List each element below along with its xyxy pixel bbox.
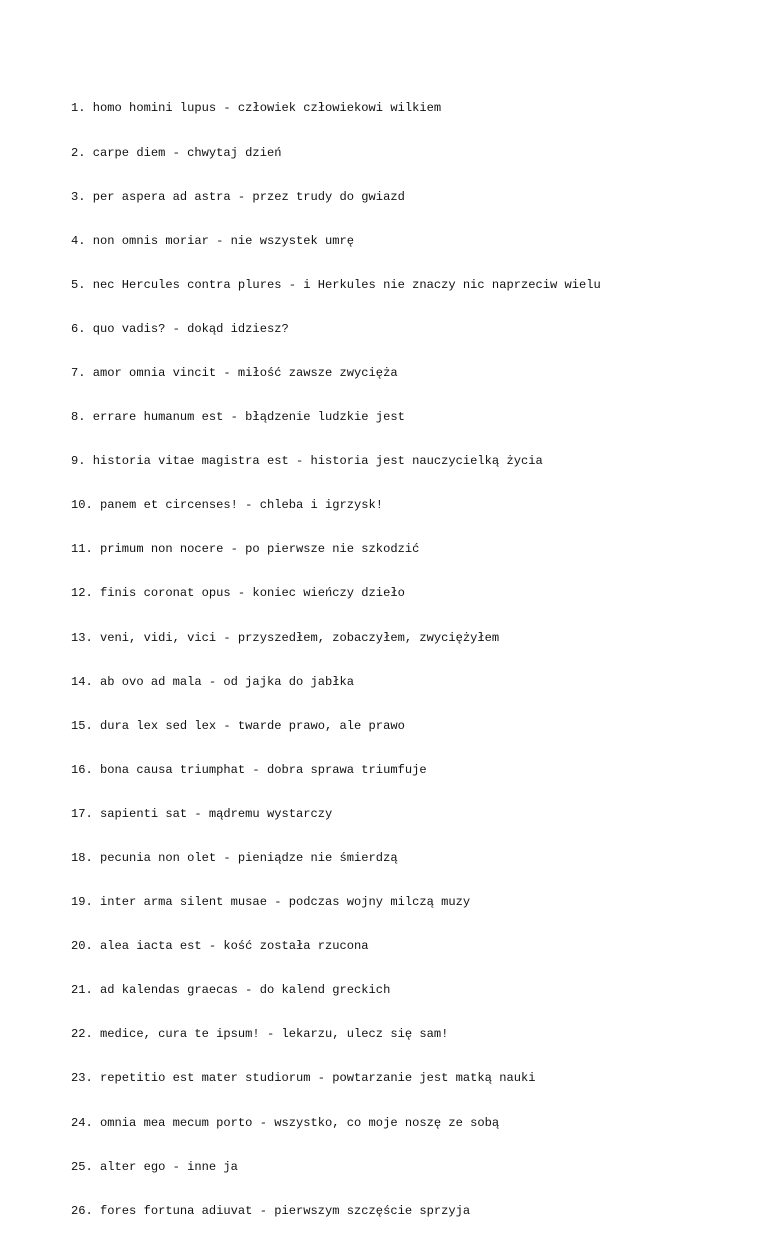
list-item: 9. historia vitae magistra est - historia jest nauczycielką życia [71,454,543,469]
list-item: 1. homo homini lupus - człowiek człowiekowi wilkiem [71,101,442,116]
list-item: 8. errare humanum est - błądzenie ludzkie jest [71,410,405,425]
list-item: 18. pecunia non olet - pieniądze nie śmierdzą [71,851,398,865]
list-item: 4. non omnis moriar - nie wszystek umrę [71,233,355,248]
list-item: 19. inter arma silent musae - podczas wojny milczą muzy [71,895,471,910]
list-item: 17. sapienti sat - mądremu wystarczy [71,806,333,821]
list-item: 16. bona causa triumphat - dobra sprawa triumfuje [71,762,427,777]
list-item: 22. medice, cura te ipsum! - lekarzu, ulecz się sam! [71,1027,449,1042]
list-item: 10. panem et circenses! - chleba i igrzysk! [71,498,384,513]
list-item: 24. omnia mea mecum porto - wszystko, co moje noszę ze sobą [71,1115,500,1130]
list-item: 26. fores fortuna adiuvat - pierwszym szczęście sprzyja [71,1203,471,1218]
list-item: 25. alter ego - inne ja [71,1159,238,1174]
list-item: 5. nec Hercules contra plures - i Herkules nie znaczy nic naprzeciw wielu [71,277,601,292]
latin-phrases-list [71,72,601,1248]
list-item: 15. dura lex sed lex - twarde prawo, ale prawo [71,718,405,733]
list-item: 20. alea iacta est - kość została rzucona [71,939,369,954]
list-item: 23. repetitio est mater studiorum - powtarzanie jest matką nauki [71,1071,536,1086]
list-item: 7. amor omnia vincit - miłość zawsze zwycięża [71,365,398,380]
list-item: 14. ab ovo ad mala - od jajka do jabłka [71,674,355,689]
list-item: 21. ad kalendas graecas - do kalend greckich [71,983,391,998]
list-item: 3. per aspera ad astra - przez trudy do gwiazd [71,189,405,204]
list-item: 6. quo vadis? - dokąd idziesz? [71,321,289,336]
list-item: 11. primum non nocere - po pierwsze nie szkodzić [71,542,420,557]
list-item: 13. veni, vidi, vici - przyszedłem, zobaczyłem, zwyciężyłem [71,630,500,645]
list-item: 2. carpe diem - chwytaj dzień [71,145,282,160]
list-item: 12. finis coronat opus - koniec wieńczy dzieło [71,586,405,601]
